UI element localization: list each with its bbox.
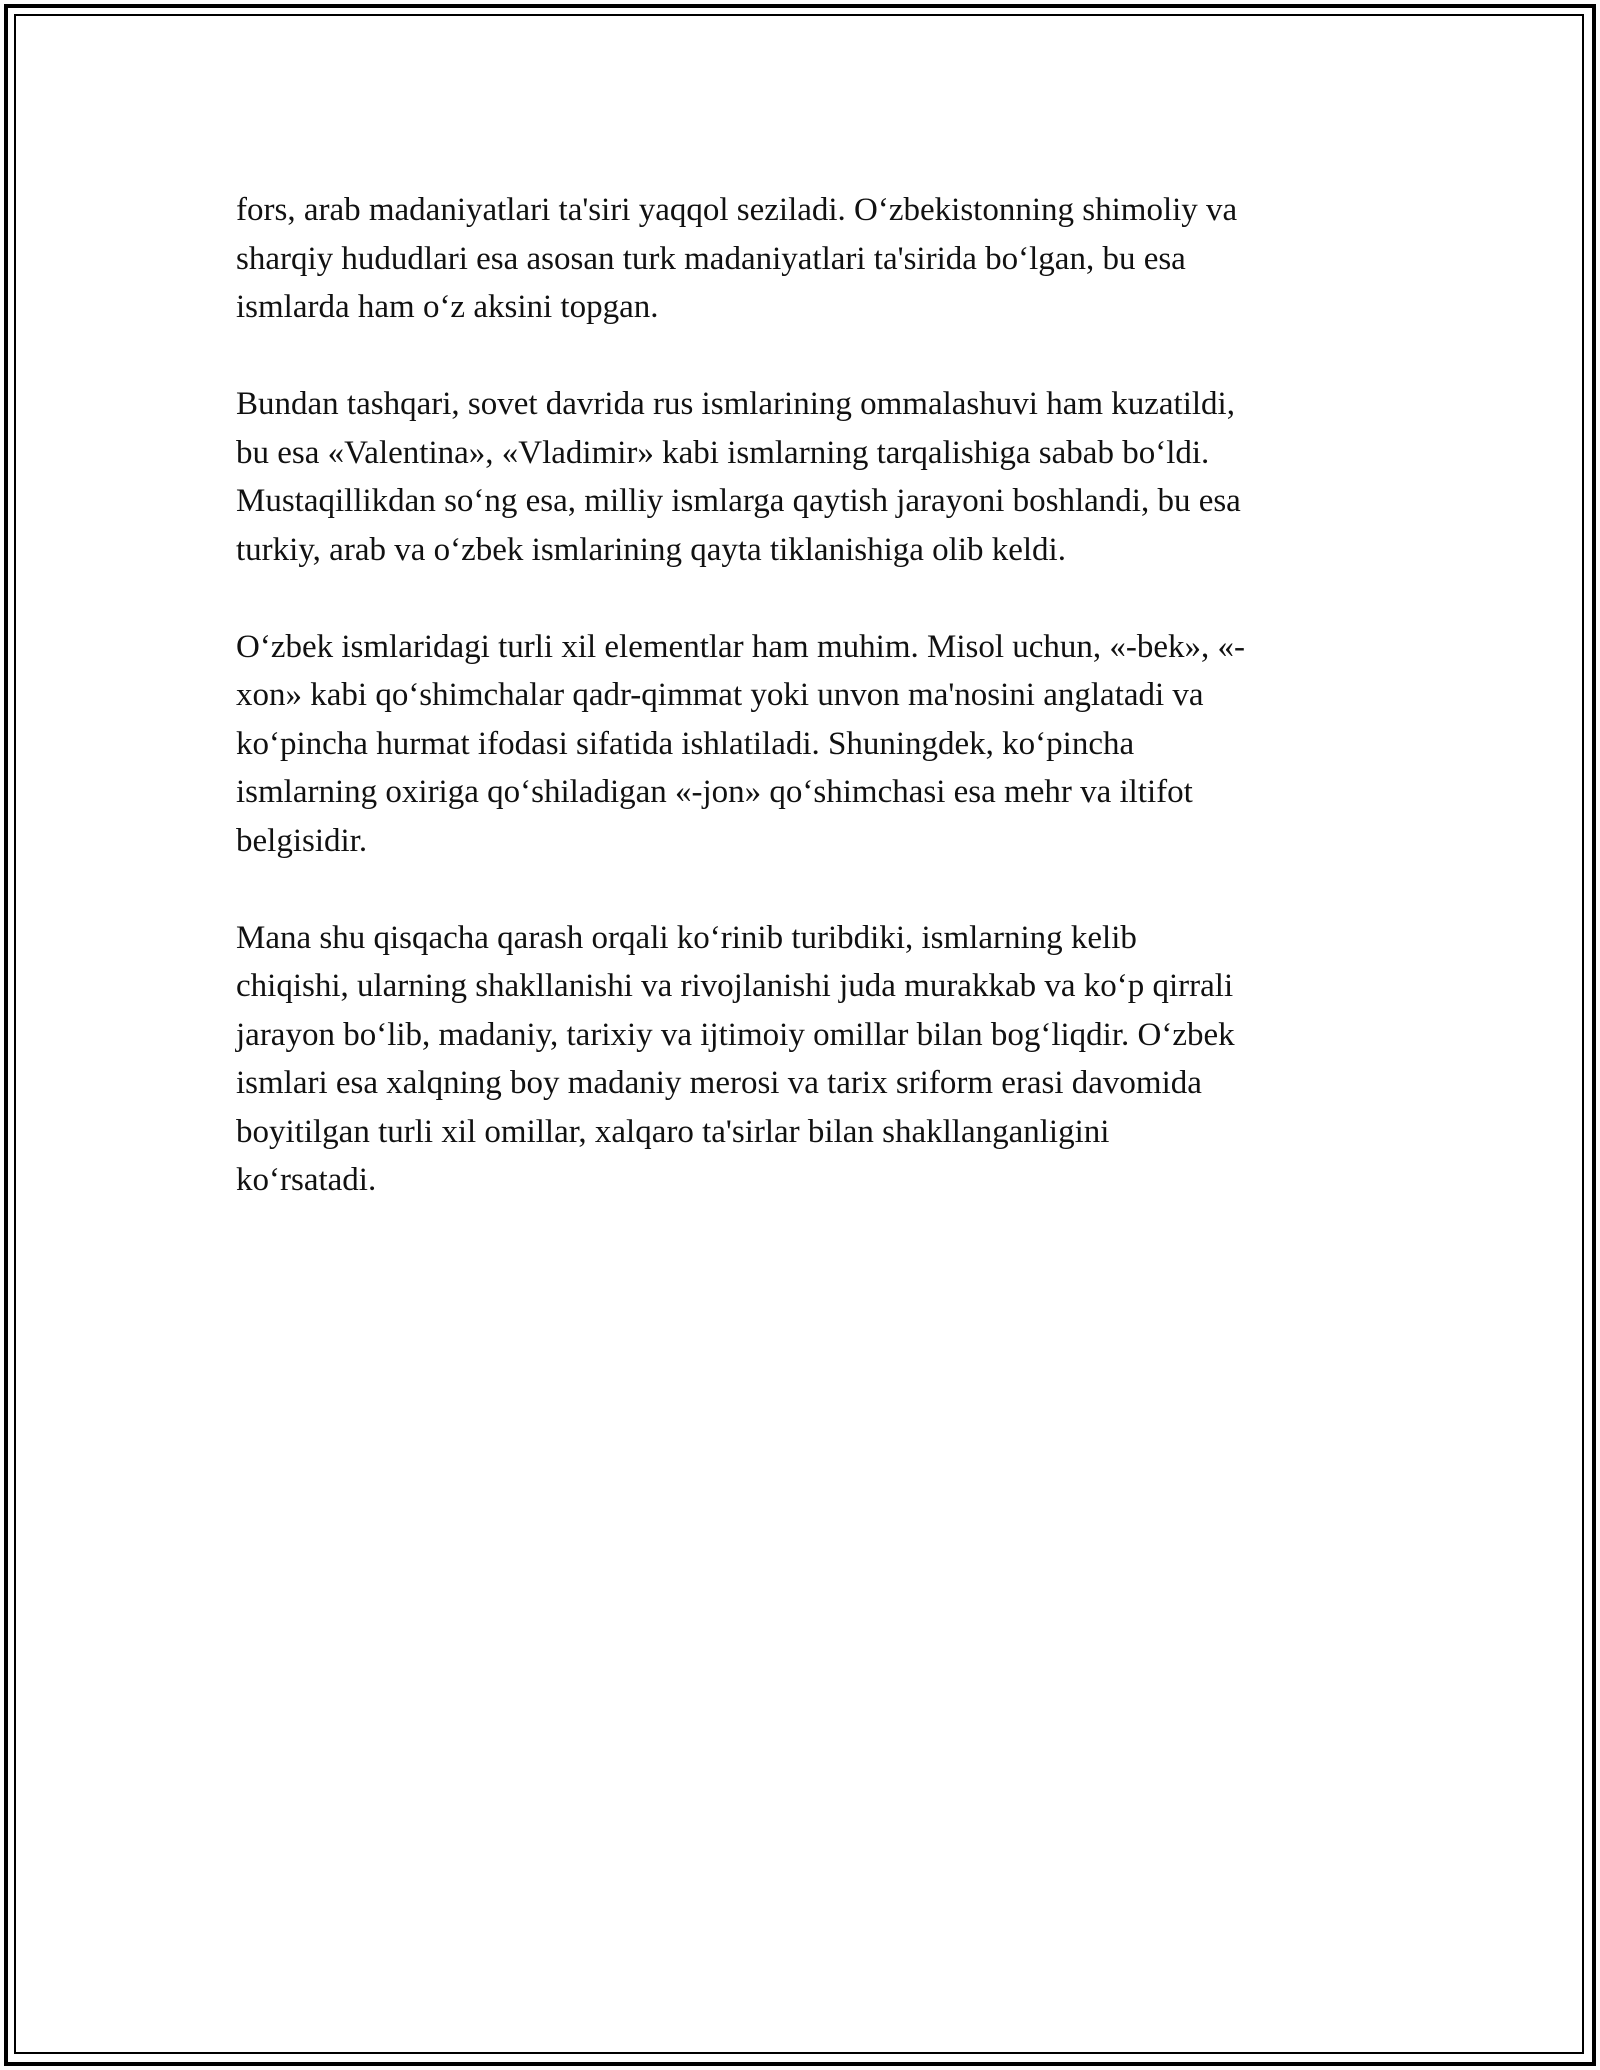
paragraph-2: Bundan tashqari, sovet davrida rus ismlarining ommalashuvi ham kuzatildi, bu esa «Valentina», «Vladimir» kabi ismlarning tarqalishiga sabab bo‘ldi. Mustaqillikdan so‘ng esa, milliy ismlarga qaytish jarayoni boshlandi, bu esa turkiy, arab va o‘zbek ismlarining qayta tiklanishiga olib keldi. xyxy=(236,386,1241,568)
paragraph-4: Mana shu qisqacha qarash orqali ko‘rinib turibdiki, ismlarning kelib chiqishi, ularning shakllanishi va rivojlanishi juda murakkab va ko‘p qirrali jarayon bo‘lib, madaniy, tarixiy va ijtimoiy omillar bilan bog‘liqdir. O‘zbek ismlari esa xalqning boy madaniy merosi va tarix sriform erasi davomida boyitilgan turli xil omillar, xalqaro ta'sirlar bilan shakllanganligini ko‘rsatadi. xyxy=(236,919,1235,1198)
paragraph-1: fors, arab madaniyatlari ta'siri yaqqol seziladi. O‘zbekistonning shimoliy va sharqiy hududlari esa asosan turk madaniyatlari ta'sirida bo‘lgan, bu esa ismlarda ham o‘z aksini topgan. xyxy=(236,192,1238,325)
document-body xyxy=(236,186,1366,1253)
paragraph-3: O‘zbek ismlaridagi turli xil elementlar ham muhim. Misol uchun, «-bek», «- xon» kabi qo‘shimchalar qadr-qimmat yoki unvon ma'nosini anglatadi va ko‘pincha hurmat ifodasi sifatida ishlatiladi. Shuningdek, ko‘pincha ismlarning oxiriga qo‘shiladigan «-jon» qo‘shimchasi esa mehr va iltifot belgisidir. xyxy=(236,628,1246,859)
